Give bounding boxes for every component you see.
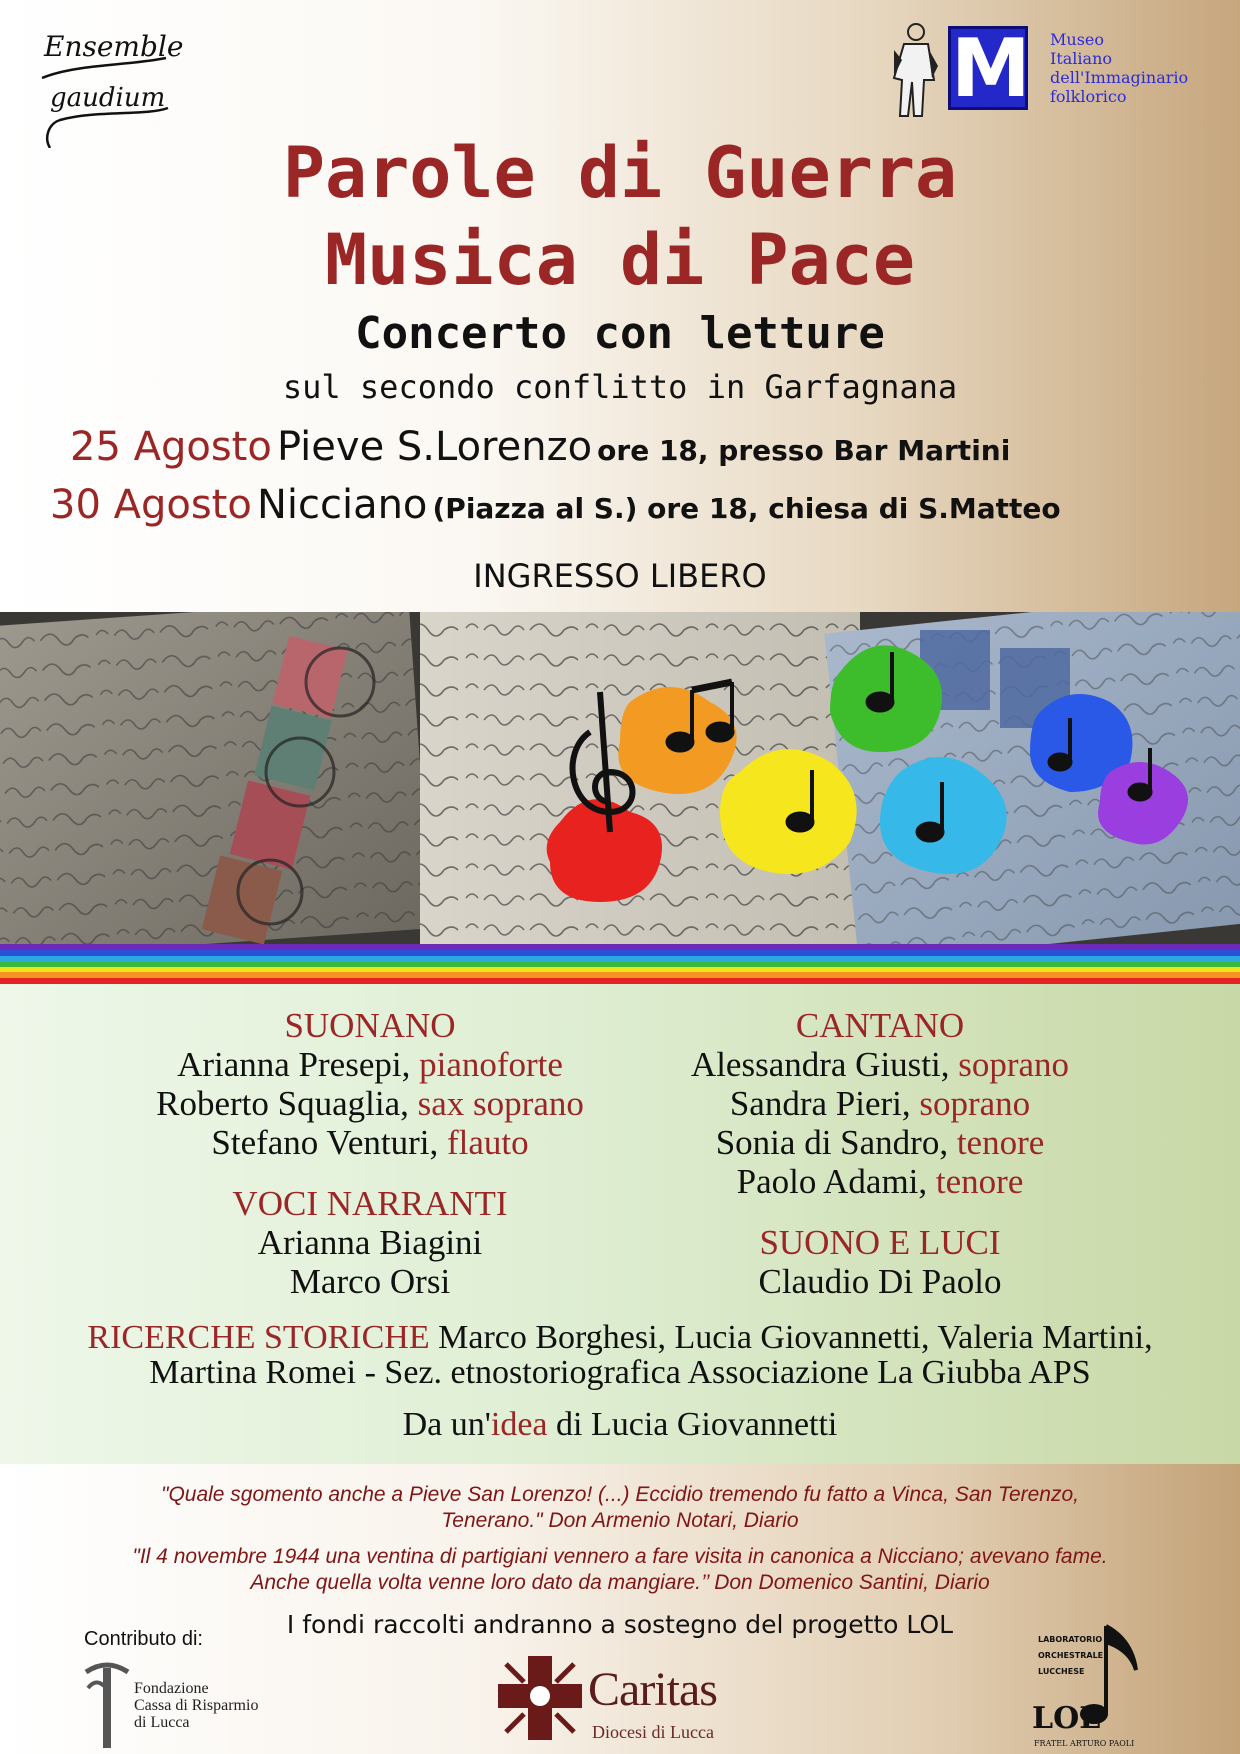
idea-credit xyxy=(0,1406,1240,1444)
museum-m-icon: M xyxy=(948,26,1028,110)
subtitle-topic: sul secondo conflitto in Garfagnana xyxy=(282,368,958,406)
admission-text: INGRESSO LIBERO xyxy=(473,557,767,595)
technician-name: Claudio Di Paolo xyxy=(758,1262,1002,1301)
singer-row xyxy=(620,1084,1140,1123)
event-place: Nicciano xyxy=(256,482,428,528)
rainbow-stripe xyxy=(0,944,1240,984)
idea-suffix: di Lucia Giovannetti xyxy=(547,1406,838,1443)
ricerche-names: Marco Borghesi, Lucia Giovannetti, Valeria Martini, xyxy=(429,1319,1153,1356)
quote-line: Anche quella volta venne loro dato da mangiare.’’ Don Domenico Santini, Diario xyxy=(250,1571,990,1594)
performer-row xyxy=(80,1084,660,1123)
museum-figure-icon xyxy=(884,20,944,120)
fondazione-line: Cassa di Risparmio xyxy=(134,1697,259,1714)
suonano-heading: SUONANO xyxy=(284,1006,456,1045)
performer-row xyxy=(80,1045,660,1084)
museum-name-line: Italiano xyxy=(1050,49,1112,68)
museum-name-line: Museo xyxy=(1050,30,1104,49)
quote-line: "Quale sgomento anche a Pieve San Lorenzo! (...) Eccidio tremendo fu fatto a Vinca, San Terenzo, xyxy=(160,1483,1079,1506)
lol-bottom-text: FRATEL ARTURO PAOLI xyxy=(1034,1739,1135,1748)
singer-row xyxy=(620,1123,1140,1162)
lol-line: LABORATORIO xyxy=(1038,1635,1103,1644)
voci-narranti-heading: VOCI NARRANTI xyxy=(232,1184,508,1223)
singer-role: soprano xyxy=(958,1045,1070,1084)
fondazione-cross-icon xyxy=(82,1658,132,1750)
quote-line: Tenerano." Don Armenio Notari, Diario xyxy=(441,1509,799,1532)
performer-name: Stefano Venturi, xyxy=(211,1123,447,1162)
poster-footer xyxy=(0,1464,1240,1754)
performer-role: pianoforte xyxy=(419,1045,563,1084)
performer-role: flauto xyxy=(446,1123,529,1162)
ricerche-heading: RICERCHE STORICHE xyxy=(87,1319,430,1356)
narrator-name: Marco Orsi xyxy=(289,1262,451,1301)
caritas-name: Caritas xyxy=(588,1663,717,1716)
letters-music-illustration xyxy=(0,612,1240,944)
singer-name: Sandra Pieri, xyxy=(729,1084,920,1123)
lol-line: LUCCHESE xyxy=(1038,1667,1085,1676)
museum-name-line: folklorico xyxy=(1050,87,1127,106)
event-place: Pieve S.Lorenzo xyxy=(276,424,593,470)
museum-name-line: dell'Immaginario xyxy=(1050,68,1189,87)
fondazione-line: di Lucca xyxy=(134,1714,190,1731)
ensemble-logo-line2: gaudium xyxy=(50,83,166,113)
fondazione-logo xyxy=(82,1658,312,1750)
performer-role: sax soprano xyxy=(417,1084,584,1123)
suono-luci-heading: SUONO E LUCI xyxy=(759,1223,1001,1262)
event-line xyxy=(50,482,1061,528)
lol-line: ORCHESTRALE xyxy=(1038,1651,1104,1660)
event-date: 30 Agosto xyxy=(50,482,252,528)
subtitle-concert: Concerto con letture xyxy=(355,308,885,359)
suonano-column xyxy=(80,1006,660,1301)
singer-role: tenore xyxy=(935,1162,1024,1201)
museum-logo xyxy=(884,20,1214,124)
event-detail: (Piazza al S.) ore 18, chiesa di S.Matteo xyxy=(432,492,1061,525)
caritas-logo xyxy=(496,1650,756,1750)
fondazione-name xyxy=(134,1680,258,1731)
fondazione-line: Fondazione xyxy=(134,1680,209,1697)
caritas-cross-icon xyxy=(496,1654,584,1742)
credits-section xyxy=(0,984,1240,1464)
poster-header xyxy=(0,0,1240,612)
singer-role: soprano xyxy=(919,1084,1031,1123)
idea-prefix: Da un' xyxy=(402,1406,491,1443)
performer-row xyxy=(80,1123,660,1162)
quote xyxy=(20,1544,1220,1596)
quote xyxy=(20,1482,1220,1534)
narrator-name: Arianna Biagini xyxy=(257,1223,483,1262)
caritas-subtitle: Diocesi di Lucca xyxy=(592,1722,714,1742)
singer-row xyxy=(620,1045,1140,1084)
singer-name: Alessandra Giusti, xyxy=(690,1045,959,1084)
museum-name xyxy=(1050,30,1218,106)
singer-name: Sonia di Sandro, xyxy=(715,1123,957,1162)
event-date: 25 Agosto xyxy=(70,424,272,470)
contributo-label: Contributo di: xyxy=(84,1628,203,1650)
fundraising-text: I fondi raccolti andranno a sostegno del progetto LOL xyxy=(286,1610,954,1639)
singer-row xyxy=(620,1162,1140,1201)
title-line-1: Parole di Guerra xyxy=(282,132,958,214)
ricerche-storiche xyxy=(0,1320,1240,1390)
lol-logo xyxy=(1030,1622,1160,1750)
title-line-2: Musica di Pace xyxy=(324,219,915,301)
cantano-heading: CANTANO xyxy=(795,1006,965,1045)
idea-word: idea xyxy=(490,1406,548,1443)
lol-mark: LOL xyxy=(1032,1701,1101,1736)
performer-name: Roberto Squaglia, xyxy=(156,1084,418,1123)
ricerche-names-2: Martina Romei - Sez. etnostoriografica Associazione La Giubba APS xyxy=(149,1354,1091,1391)
performer-name: Arianna Presepi, xyxy=(177,1045,420,1084)
event-detail: ore 18, presso Bar Martini xyxy=(597,434,1011,467)
cantano-column xyxy=(620,1006,1140,1301)
singer-name: Paolo Adami, xyxy=(736,1162,936,1201)
quote-line: "Il 4 novembre 1944 una ventina di partigiani vennero a fare visita in canonica a Nicciano; avevano fame. xyxy=(132,1545,1108,1568)
event-line xyxy=(70,424,1010,470)
singer-role: tenore xyxy=(956,1123,1045,1162)
ensemble-logo-line1: Ensemble xyxy=(44,30,184,63)
